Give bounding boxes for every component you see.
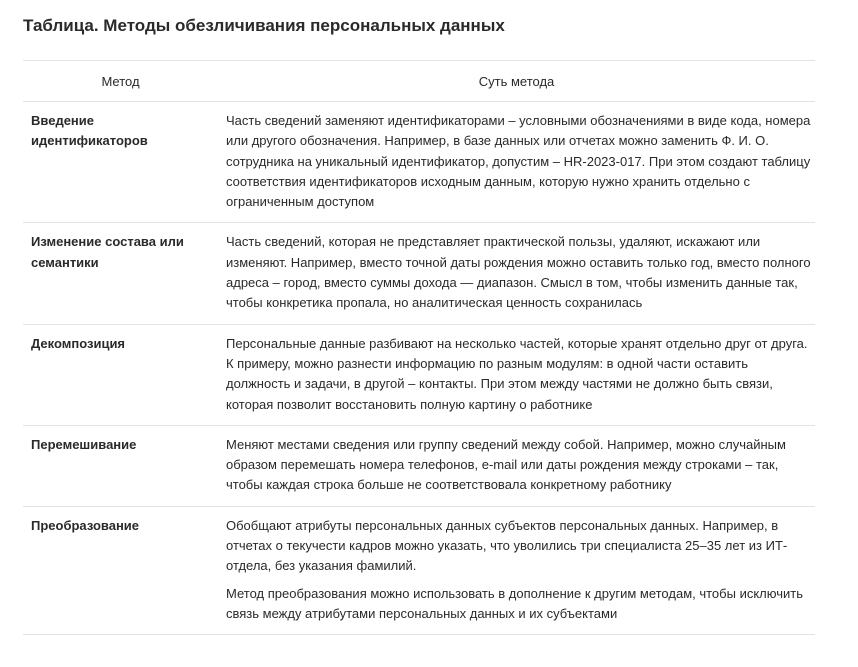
methods-table [23,60,815,635]
header-description: Суть метода [218,61,815,102]
description-paragraph: Персональные данные разбивают на несколько частей, которые хранят отдельно друг от друга. К примеру, можно разнести информацию по разным модулям: в одной части оставить должность и задачи, в другой – контакты. При этом между частями не должно быть связи, которая позволит восстановить полную картину о работнике [226,335,808,412]
description-paragraph: Обобщают атрибуты персональных данных субъектов персональных данных. Например, в отчетах о текучести кадров можно указать, что уволились три специалиста 25–35 лет из ИТ-отдела, без указания фамилий. [226,517,788,574]
method-cell: Перемешивание [23,425,218,506]
description-paragraph: Часть сведений, которая не представляет практической пользы, удаляют, искажают или изменяют. Например, вместо точной даты рождения можно оставить только год, вместо полного адреса – город, вместо суммы дохода — диапазон. Смысл в том, чтобы изменить данные так, чтобы конкретика пропала, но аналитическая ценность сохранилась [226,234,811,311]
table-title: Таблица. Методы обезличивания персональных данных [23,16,505,35]
method-cell: Преобразование [23,506,218,634]
table-row [23,102,815,223]
method-cell: Введение идентификаторов [23,102,218,223]
method-cell: Изменение состава или семантики [23,223,218,324]
description-cell [218,506,815,634]
table-row [23,506,815,634]
description-cell [218,102,815,223]
description-paragraph: Метод преобразования можно использовать в дополнение к другим методам, чтобы исключить связь между атрибутами персональных данных и их субъектами [226,585,803,621]
table-row [23,425,815,506]
table-header-row [23,61,815,102]
description-cell [218,324,815,425]
header-method: Метод [23,61,218,102]
description-paragraph: Меняют местами сведения или группу сведений между собой. Например, можно случайным образом перемешать номера телефонов, e-mail или даты рождения между строками – так, чтобы каждая строка больше не соответствовала конкретному работнику [226,436,786,493]
table-row [23,324,815,425]
description-cell [218,425,815,506]
table-row [23,223,815,324]
description-cell [218,223,815,324]
method-cell: Декомпозиция [23,324,218,425]
description-paragraph: Часть сведений заменяют идентификаторами – условными обозначениями в виде кода, номера или другого обозначения. Например, в базе данных или отчетах можно заменить Ф. И. О. сотрудника на уникальный идентификатор, допустим – HR-2023-017. При этом создают таблицу соответствия идентификаторов исходным данным, которую нужно хранить отдельно с ограниченным доступом [226,113,811,210]
